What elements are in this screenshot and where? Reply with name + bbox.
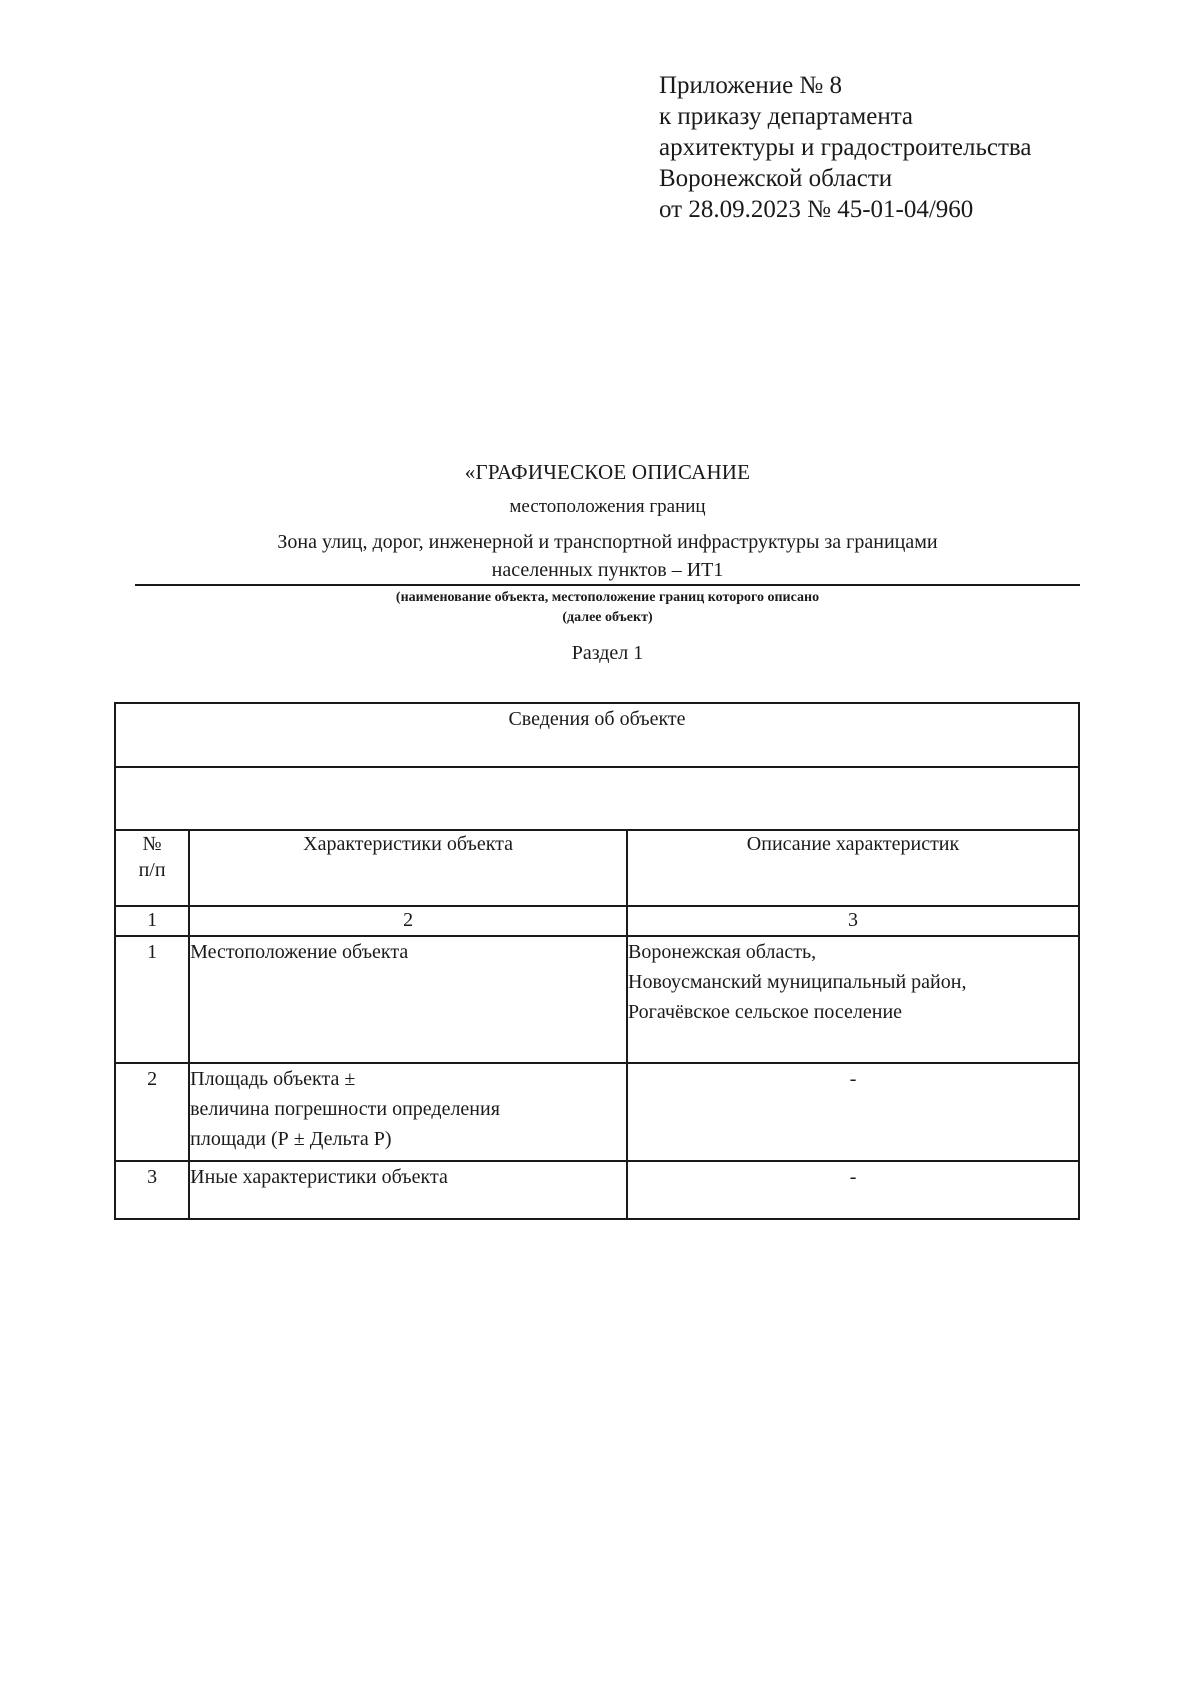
caption-line: (далее объект) [562, 610, 653, 625]
description-line: Воронежская область, [628, 941, 817, 963]
header-number-line: № [142, 833, 162, 855]
row-number: 1 [115, 936, 189, 1063]
row-description: - [627, 1161, 1079, 1219]
column-number: 2 [189, 906, 627, 936]
row-number: 3 [115, 1161, 189, 1219]
column-number: 3 [627, 906, 1079, 936]
document-title-block [135, 458, 1080, 666]
object-name-caption [135, 588, 1080, 628]
header-line: к приказу департамента [659, 103, 914, 130]
row-characteristic [189, 1161, 627, 1219]
row-description: - [627, 1063, 1079, 1161]
object-name-line: Зона улиц, дорог, инженерной и транспортной инфраструктуры за границами [277, 531, 938, 553]
header-line: от 28.09.2023 № 45-01-04/960 [659, 196, 974, 223]
column-number: 1 [115, 906, 189, 936]
characteristic-line: Иные характеристики объекта [190, 1166, 448, 1188]
row-characteristic [189, 936, 627, 1063]
row-characteristic [189, 1063, 627, 1161]
appendix-header [659, 70, 1179, 225]
object-info-table [114, 702, 1080, 1220]
table-row [115, 1161, 1079, 1219]
section-label: Раздел 1 [571, 642, 644, 664]
object-name-line: населенных пунктов – ИТ1 [491, 559, 724, 581]
table-caption: Сведения об объекте [115, 703, 1079, 767]
row-description [627, 936, 1079, 1063]
row-number: 2 [115, 1063, 189, 1161]
table-header-row [115, 830, 1079, 906]
characteristic-line: величина погрешности определения [190, 1098, 500, 1120]
description-line: Рогачёвское сельское поселение [628, 1001, 903, 1023]
header-number-line: п/п [138, 859, 166, 881]
characteristic-line: Местоположение объекта [190, 941, 409, 963]
header-description: Описание характеристик [627, 830, 1079, 906]
characteristic-line: Площадь объекта ± [190, 1068, 356, 1090]
header-line: архитектуры и градостроительства [659, 134, 1032, 161]
table-caption-row [115, 703, 1079, 767]
document-title: «ГРАФИЧЕСКОЕ ОПИСАНИЕ [464, 460, 751, 484]
header-number [115, 830, 189, 906]
object-name [135, 528, 1080, 584]
header-characteristics: Характеристики объекта [189, 830, 627, 906]
caption-line: (наименование объекта, местоположение границ которого описано [395, 590, 820, 605]
table-row [115, 1063, 1079, 1161]
column-number-row [115, 906, 1079, 936]
document-subtitle: местоположения границ [509, 496, 706, 517]
table-row [115, 936, 1079, 1063]
header-line: Воронежской области [659, 165, 893, 192]
characteristic-line: площади (Р ± Дельта Р) [190, 1128, 392, 1150]
underline-divider [135, 584, 1080, 586]
header-line: Приложение № 8 [659, 72, 843, 99]
table-blank-row [115, 767, 1079, 830]
description-line: Новоусманский муниципальный район, [628, 971, 967, 993]
blank-cell [115, 767, 1079, 830]
